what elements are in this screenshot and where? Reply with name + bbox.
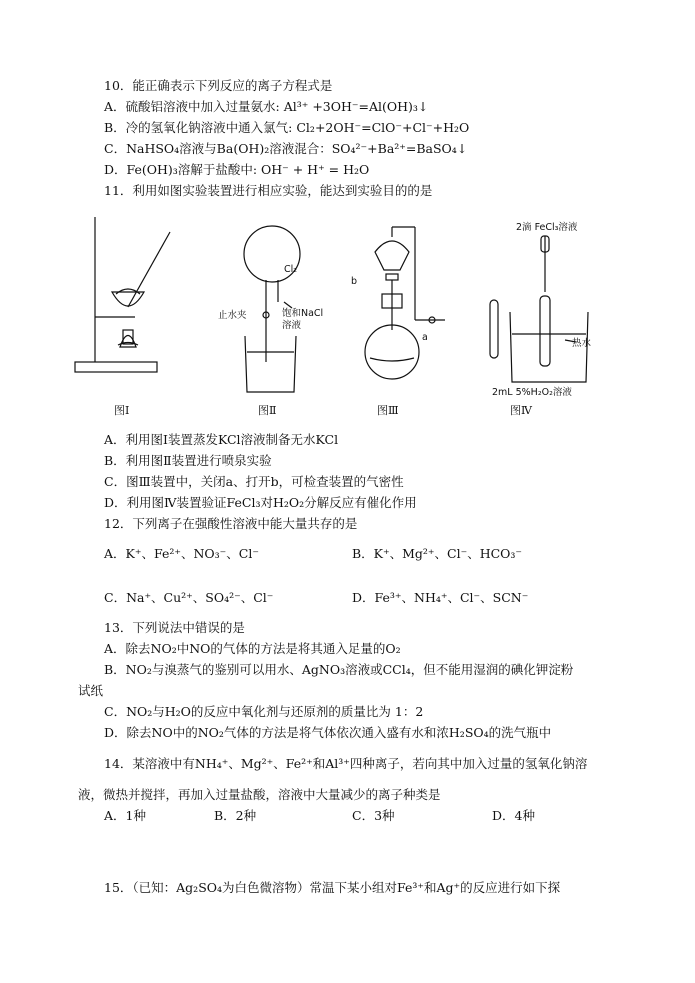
q14-option-b: B．2种 [214, 808, 257, 823]
fig2-label-clamp: 止水夹 [218, 310, 247, 321]
fig2-label-cl2: Cl₂ [284, 264, 298, 275]
q13-option-a: A．除去NO₂中NO的气体的方法是将其通入足量的O₂ [104, 641, 401, 656]
q14-option-a: A．1种 [104, 808, 146, 823]
q12-option-d: D．Fe³⁺、NH₄⁺、Cl⁻、SCN⁻ [352, 590, 529, 605]
q11-stem: 11．利用如图实验装置进行相应实验，能达到实验目的的是 [104, 183, 433, 198]
q11-apparatus-figure [70, 212, 630, 422]
q14-stem-line1: 14．某溶液中有NH₄⁺、Mg²⁺、Fe²⁺和Al³⁺四种离子，若向其中加入过量的氢氧化钠溶 [104, 756, 588, 771]
q13-option-b-line1: B．NO₂与溴蒸气的鉴别可以用水、AgNO₃溶液或CCl₄，但不能用湿润的碘化钾淀粉 [104, 662, 574, 677]
q13-option-c: C．NO₂与H₂O的反应中氧化剂与还原剂的质量比为 1：2 [104, 704, 424, 719]
q10-option-b: B．冷的氢氧化钠溶液中通入氯气: Cl₂+2OH⁻=ClO⁻+Cl⁻+H₂O [104, 120, 470, 135]
q11-option-c: C．图Ⅲ装置中，关闭a、打开b，可检查装置的气密性 [104, 474, 404, 489]
q12-option-c: C．Na⁺、Cu²⁺、SO₄²⁻、Cl⁻ [104, 590, 274, 605]
fig3-caption: 图Ⅲ [377, 404, 399, 417]
fig3-label-b: b [351, 276, 358, 287]
fig2-label-nacl-1: 饱和NaCl [282, 308, 324, 319]
fig3-label-a: a [422, 332, 428, 343]
q12-stem: 12．下列离子在强酸性溶液中能大量共存的是 [104, 516, 358, 531]
fig2-label-nacl-2: 溶液 [282, 320, 302, 331]
fig3-airtightness-apparatus [365, 227, 445, 379]
q13-option-b-line2: 试纸 [78, 683, 104, 698]
q11-option-a: A．利用图Ⅰ装置蒸发KCl溶液制备无水KCl [104, 432, 339, 447]
q12-option-b: B．K⁺、Mg²⁺、Cl⁻、HCO₃⁻ [352, 546, 523, 561]
fig4-caption: 图Ⅳ [510, 404, 532, 417]
fig1-evaporation-apparatus [75, 217, 170, 372]
q12-option-a: A．K⁺、Fe²⁺、NO₃⁻、Cl⁻ [104, 546, 259, 561]
fig4-label-h2o2: 2mL 5%H₂O₂溶液 [492, 387, 572, 398]
q10-option-d: D．Fe(OH)₃溶解于盐酸中: OH⁻ + H⁺ = H₂O [104, 162, 370, 177]
q14-stem-line2: 液，微热并搅拌，再加入过量盐酸，溶液中大量减少的离子种类是 [78, 787, 441, 802]
fig4-label-fecl3: 2滴 FeCl₃溶液 [516, 222, 578, 233]
fig4-catalysis-apparatus [490, 236, 588, 382]
q11-option-b: B．利用图Ⅱ装置进行喷泉实验 [104, 453, 272, 468]
q10-stem: 10．能正确表示下列反应的离子方程式是 [104, 78, 333, 93]
q13-option-d: D．除去NO中的NO₂气体的方法是将气体依次通入盛有水和浓H₂SO₄的洗气瓶中 [104, 725, 552, 740]
apparatus-drawing [70, 212, 630, 422]
fig1-caption: 图Ⅰ [114, 404, 130, 417]
q14-option-d: D．4种 [492, 808, 535, 823]
q11-option-d: D．利用图Ⅳ装置验证FeCl₃对H₂O₂分解反应有催化作用 [104, 495, 417, 510]
q14-option-c: C．3种 [352, 808, 395, 823]
q13-stem: 13．下列说法中错误的是 [104, 620, 245, 635]
q15-stem: 15．（已知：Ag₂SO₄为白色微溶物）常温下某小组对Fe³⁺和Ag⁺的反应进行如下探 [104, 880, 561, 895]
fig4-label-hotwater: 热水 [572, 338, 592, 349]
q10-option-c: C．NaHSO₄溶液与Ba(OH)₂溶液混合：SO₄²⁻+Ba²⁺=BaSO₄↓ [104, 141, 468, 156]
q10-option-a: A．硫酸铝溶液中加入过量氨水: Al³⁺ +3OH⁻=Al(OH)₃↓ [104, 99, 429, 114]
fig2-caption: 图Ⅱ [258, 404, 277, 417]
